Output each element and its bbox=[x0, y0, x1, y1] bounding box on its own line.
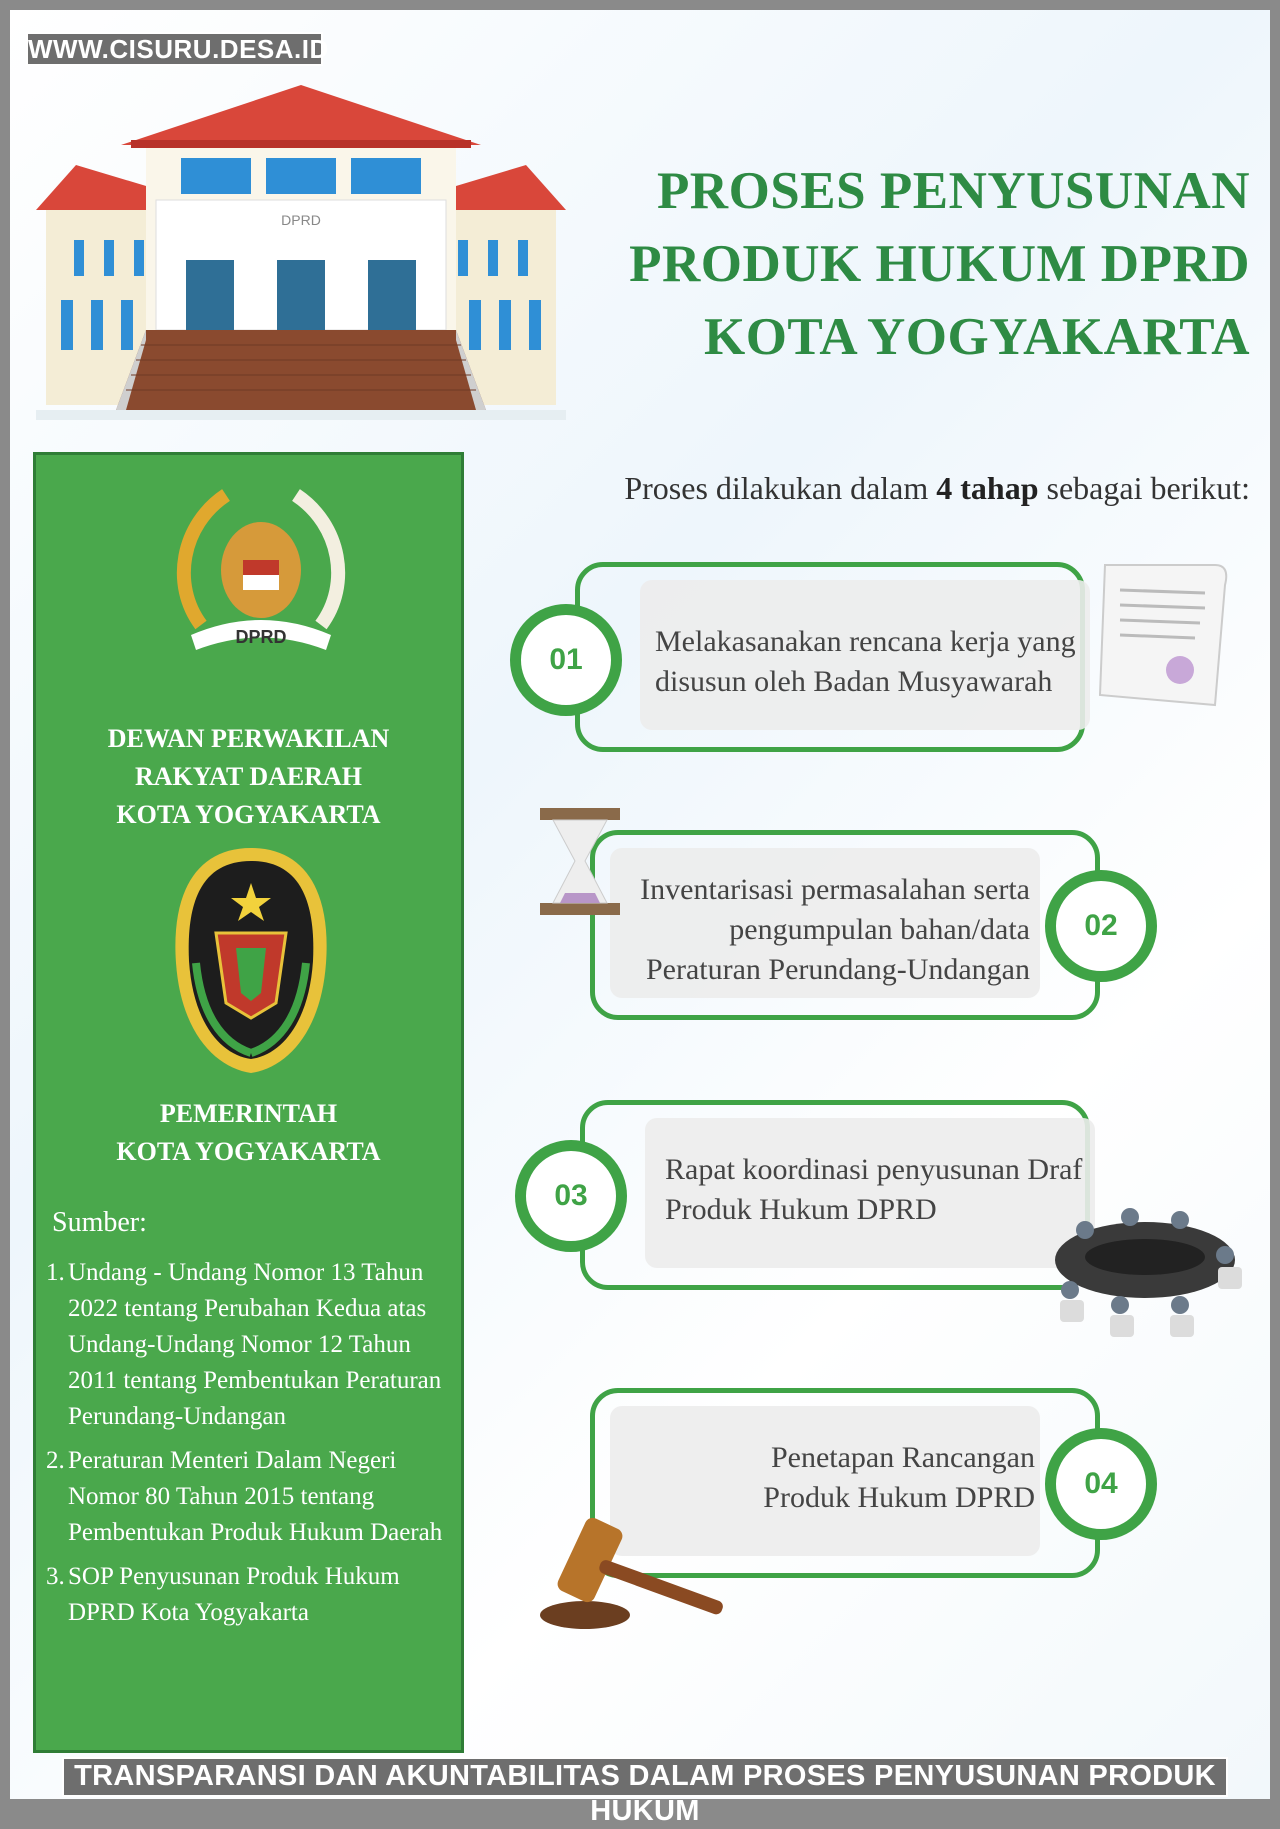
step-text: Penetapan Rancangan Produk Hukum DPRD bbox=[763, 1441, 1035, 1514]
step-number-badge: 02 bbox=[1045, 870, 1157, 982]
meeting-table-icon bbox=[1040, 1175, 1250, 1345]
step-text: Rapat koordinasi penyusunan Draf Produk Hukum DPRD bbox=[665, 1153, 1083, 1226]
dprd-emblem-icon bbox=[161, 475, 361, 675]
dprd-building-illustration bbox=[36, 80, 566, 420]
building-sign: DPRD bbox=[281, 212, 321, 228]
step-03 bbox=[515, 1100, 1115, 1290]
list-item: 2. Peraturan Menteri Dalam Negeri Nomor 80 Tahun 2015 tentang Pembentukan Produk Hukum Daerah bbox=[46, 1447, 443, 1546]
infographic bbox=[10, 10, 1270, 1827]
org-name-pemkot: PEMERINTAH KOTA YOGYAKARTA bbox=[116, 1099, 381, 1166]
step-01 bbox=[510, 562, 1110, 752]
bottom-banner: TRANSPARANSI DAN AKUNTABILITAS DALAM PROSES PENYUSUNAN PRODUK HUKUM bbox=[62, 1757, 1228, 1797]
list-item: 1. Undang - Undang Nomor 13 Tahun 2022 tentang Perubahan Kedua atas Undang-Undang Nomor 12 Tahun 2011 tentang Pembentukan Peraturan Perundang-Undangan bbox=[46, 1259, 442, 1430]
step-02 bbox=[580, 830, 1180, 1020]
yogyakarta-crest-icon bbox=[166, 843, 336, 1078]
org-name-dprd: DEWAN PERWAKILAN RAKYAT DAERAH KOTA YOGYAKARTA bbox=[107, 724, 390, 829]
hourglass-icon bbox=[535, 803, 625, 923]
step-number-badge: 01 bbox=[510, 604, 622, 716]
emblem-label: DPRD bbox=[235, 627, 287, 647]
document-scroll-icon bbox=[1085, 555, 1235, 715]
intro-text: Proses dilakukan dalam 4 tahap sebagai berikut: bbox=[624, 470, 1250, 506]
step-text: Melakasanakan rencana kerja yang disusun oleh Badan Musyawarah bbox=[655, 625, 1076, 698]
step-number-badge: 04 bbox=[1045, 1428, 1157, 1540]
site-badge[interactable]: WWW.CISURU.DESA.ID bbox=[28, 34, 329, 64]
sources-list bbox=[46, 1255, 456, 1639]
info-panel bbox=[33, 452, 464, 1753]
step-number-badge: 03 bbox=[515, 1140, 627, 1252]
sources-heading: Sumber: bbox=[52, 1207, 147, 1238]
step-text: Inventarisasi permasalahan serta pengumpulan bahan/data Peraturan Perundang-Undangan bbox=[640, 873, 1030, 986]
list-item: 3. SOP Penyusunan Produk Hukum DPRD Kota Yogyakarta bbox=[46, 1563, 400, 1626]
gavel-icon bbox=[530, 1510, 740, 1640]
page-title: PROSES PENYUSUNAN PRODUK HUKUM DPRD KOTA YOGYAKARTA bbox=[629, 162, 1250, 366]
